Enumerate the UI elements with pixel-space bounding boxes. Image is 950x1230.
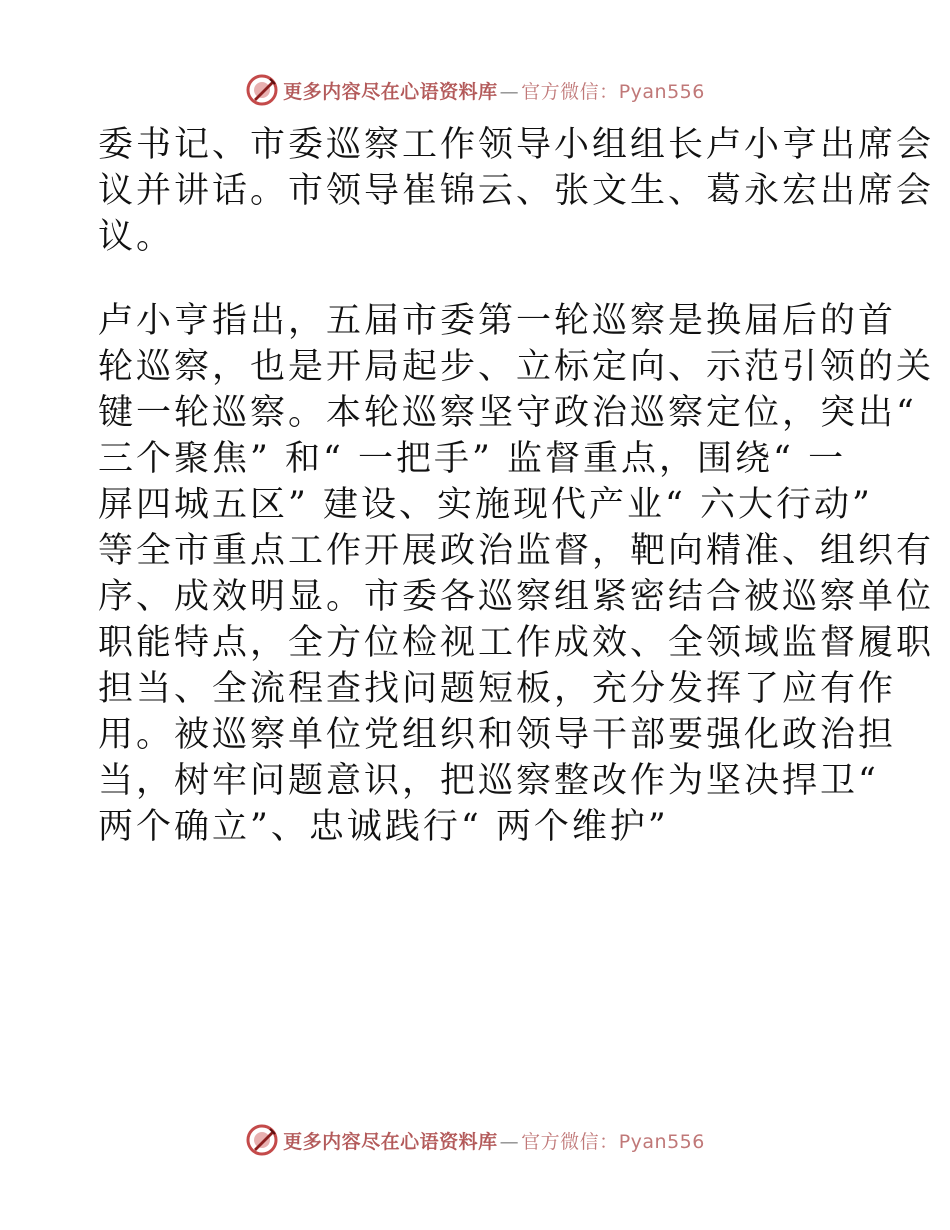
text-line: 委书记、市委巡察工作领导小组组长卢小亨出席会 bbox=[98, 125, 935, 165]
paragraph-1 bbox=[98, 122, 935, 260]
watermark-dash: — bbox=[499, 80, 520, 103]
watermark-main-text: 更多内容尽在心语资料库 bbox=[283, 80, 498, 103]
seal-pen-logo-icon bbox=[245, 73, 279, 107]
text-line: 卢小亨指出，五届市委第一轮巡察是换届后的首 bbox=[98, 301, 897, 341]
text-line: 担当、全流程查找问题短板，充分发挥了应有作 bbox=[98, 669, 897, 709]
text-line: 轮巡察，也是开局起步、立标定向、示范引领的关 bbox=[98, 347, 935, 387]
text-line: 键一轮巡察。本轮巡察坚守政治巡察定位，突出“ bbox=[98, 393, 917, 433]
watermark-footer bbox=[0, 1120, 950, 1160]
document-body bbox=[98, 122, 935, 850]
text-line: 三个聚焦” 和“ 一把手” 监督重点，围绕“ 一 bbox=[98, 439, 847, 479]
text-line: 序、成效明显。市委各巡察组紧密结合被巡察单位 bbox=[98, 577, 935, 617]
text-line: 等全市重点工作开展政治监督，靶向精准、组织有 bbox=[98, 531, 935, 571]
watermark-main-text: 更多内容尽在心语资料库 bbox=[283, 1130, 498, 1153]
text-line: 屏四城五区” 建设、实施现代产业“ 六大行动” bbox=[98, 485, 873, 525]
text-line: 用。被巡察单位党组织和领导干部要强化政治担 bbox=[98, 715, 897, 755]
text-line: 当，树牢问题意识，把巡察整改作为坚决捍卫“ bbox=[98, 761, 879, 801]
text-line: 议。 bbox=[98, 217, 175, 257]
text-line: 职能特点，全方位检视工作成效、全领域监督履职 bbox=[98, 623, 935, 663]
watermark-wechat-id: Pyan556 bbox=[618, 80, 705, 103]
watermark-official-label: 官方微信： bbox=[521, 1130, 619, 1153]
text-line: 议并讲话。市领导崔锦云、张文生、葛永宏出席会 bbox=[98, 171, 935, 211]
seal-pen-logo-icon bbox=[245, 1123, 279, 1157]
text-line: 两个确立”、忠诚践行“ 两个维护” bbox=[98, 807, 669, 847]
paragraph-2 bbox=[98, 298, 935, 850]
watermark-dash: — bbox=[499, 1130, 520, 1153]
watermark-official-label: 官方微信： bbox=[521, 80, 619, 103]
watermark-wechat-id: Pyan556 bbox=[618, 1130, 705, 1153]
watermark-header bbox=[0, 70, 950, 110]
